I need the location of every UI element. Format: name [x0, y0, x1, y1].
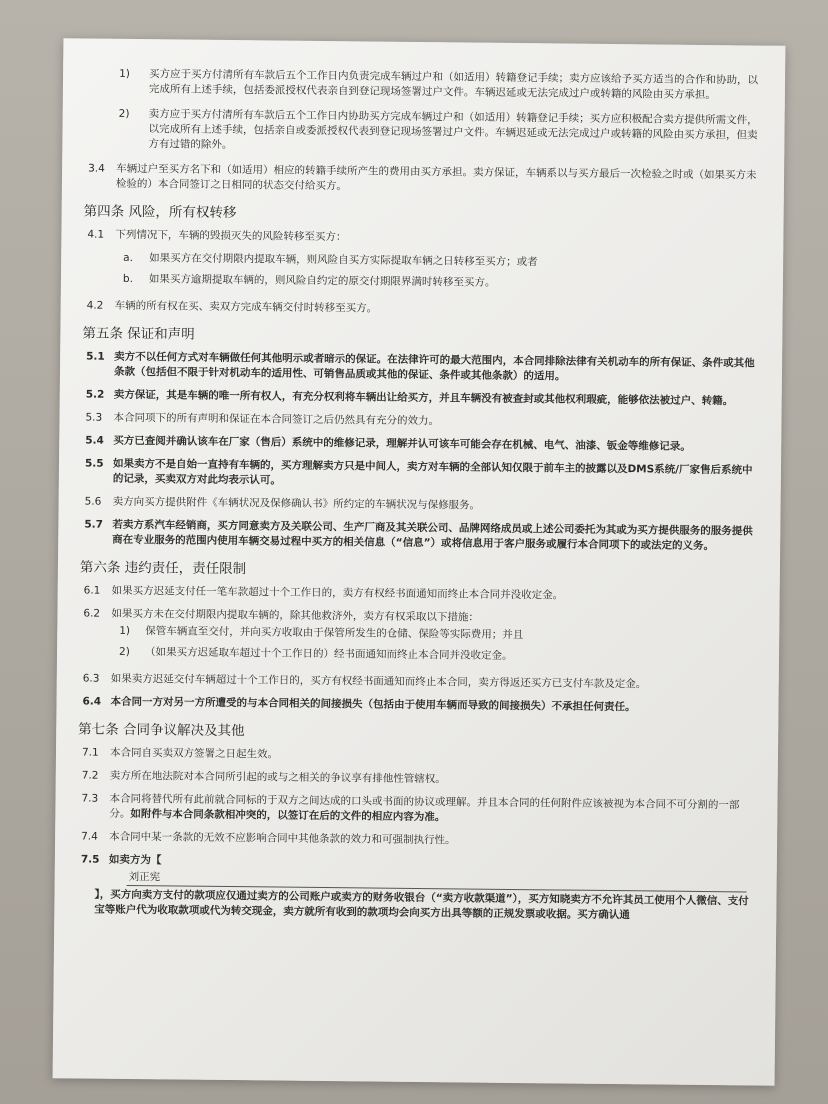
article-6-heading: 第六条 违约责任，责任限制: [79, 559, 247, 578]
clause-number: 7.3: [81, 792, 99, 805]
clause-text: 如果卖方迟延交付车辆超过十个工作日的，买方有权经书面通知而终止本合同，卖方得返还买方已支付车款及定金。: [110, 672, 647, 691]
clause-text: 买方已查阅并确认该车在厂家（售后）系统中的维修记录，理解并认可该车可能会存在机械、电气、油漆、钣金等维修记录。: [113, 434, 691, 453]
clause-number: 5.1: [86, 350, 105, 363]
clause-text: 如卖方为【: [108, 853, 162, 867]
item-text: 如果买方在交付期限内提取车辆，则风险自买方实际提取车辆之日转移至买方；或者: [149, 252, 538, 269]
clause-5-2: [86, 388, 758, 410]
item-number: 2): [118, 645, 130, 658]
item-text: 卖方应于买方付清所有车款后五个工作日内协助买方完成车辆过户和（如适用）转籍登记手续；买方应积极配合卖方提供所需文件，以完成所有上述手续，包括亲自或委派授权代表到登记现场签署过户文件。车辆迟延或无法完成过户或转籍的风险由买方承担，但卖方有过错的除外。: [148, 108, 758, 152]
contract-page: [53, 38, 786, 1086]
clause-text: 如果买方未在交付期限内提取车辆的，除其他救济外，卖方有权采取以下措施：: [111, 607, 479, 624]
clause-4-1: [87, 228, 759, 250]
clause-number: 6.3: [82, 672, 100, 685]
clause-5-3: [85, 411, 757, 433]
clause-7-4: [81, 829, 753, 851]
clause-7-2: [82, 768, 754, 790]
clause-4-1-item-a: [123, 251, 759, 273]
clause-3-3-item-1: [119, 67, 761, 104]
article-7-heading: 第七条 合同争议解决及其他: [78, 721, 245, 740]
item-text: （如果买方迟延取车超过十个工作日的）经书面通知而终止本合同并没收定金。: [144, 646, 513, 662]
clause-number: 5.7: [84, 518, 104, 531]
clause-number: 6.4: [82, 695, 102, 708]
item-text: 买方应于买方付清所有车款后五个工作日内负责完成车辆过户和（如适用）转籍登记手续；卖方应该给予买方适当的合作和协助，以完成所有上述手续，包括委派授权代表亲自到登记现场签署过户文件。车辆迟延或无法完成过户或转籍的风险由买方承担。: [148, 68, 759, 102]
item-number: 1): [119, 67, 130, 80]
clause-number: 6.1: [83, 584, 101, 597]
clause-number: 7.1: [81, 746, 99, 759]
article-5-heading: 第五条 保证和声明: [82, 325, 195, 343]
clause-text: 车辆的所有权在买、卖双方完成车辆交付时转移至买方。: [114, 299, 378, 315]
item-number: 1): [119, 624, 131, 637]
clause-7-5-continuation: 】，买方向卖方支付的款项应仅通过卖方的公司账户或卖方的财务收银台（“卖方收款渠道”），买方知晓卖方不允许其员工使用个人微信、支付宝等账户代为收取款项或代为转交现金，卖方就所有收到的款项均会向买方出具等额的正规发票或收据。买方确认通: [94, 888, 749, 922]
clause-text-part: 本合同将替代所有此前就合同标的于双方之间达成的口头或书面的协议或理解。并且本合同的任何附件应该被视为本合同不可分割的一部分。: [109, 792, 740, 820]
clause-number: 4.2: [86, 299, 104, 312]
clause-5-6: [85, 494, 757, 516]
clause-6-3: [83, 671, 755, 693]
clause-text: 本合同中某一条款的无效不应影响合同中其他条款的效力和可强制执行性。: [109, 830, 456, 847]
clause-5-7: [84, 517, 756, 554]
clause-text-bold-part: 如附件与本合同条款相冲突的，以签订在后的文件的相应内容为准。: [130, 807, 446, 824]
clause-number: 5.5: [84, 457, 104, 470]
clause-number: 5.4: [85, 434, 104, 447]
item-text: 如果买方逾期提取车辆的，则风险自约定的原交付期限界满时转移至买方。: [148, 273, 496, 289]
clause-text: 卖方所在地法院对本合同所引起的或与之相关的争议享有排他性管辖权。: [109, 769, 446, 786]
clause-number: 5.2: [85, 388, 105, 401]
clause-number: 4.1: [87, 228, 105, 241]
article-4-heading: 第四条 风险，所有权转移: [83, 203, 237, 222]
item-number: 2): [118, 107, 130, 120]
clause-text: 如果卖方不是自始一直持有车辆的，买方理解卖方只是中间人，卖方对车辆的全部认知仅限于前车主的披露以及DMS系统/厂家售后系统中的记录，买卖双方对此均表示认可。: [112, 457, 753, 487]
clause-text: 本合同自买卖双方签署之日起生效。: [109, 746, 279, 761]
clause-number: 6.2: [83, 607, 101, 620]
clause-number: 7.4: [81, 830, 98, 843]
item-number: a.: [123, 251, 134, 264]
clause-text: 下列情况下，车辆的毁损灭失的风险转移至买方：: [115, 228, 347, 244]
clause-5-5: [85, 456, 757, 493]
clause-3-3-item-2: [118, 107, 760, 159]
clause-text: 若卖方系汽车经销商，买方同意卖方及关联公司、生产厂商及其关联公司、品牌网络成员或上述公司委托为其或为买方提供服务的服务提供商在专业服务的范围内使用车辆交易过程中买方的相关信息（“信息”）或将信息用于客户服务或履行本合同项下的或法定的义务。: [112, 518, 753, 553]
clause-number: 5.3: [85, 411, 103, 424]
clause-number: 7.2: [81, 769, 99, 782]
clause-text: [109, 792, 753, 829]
clause-6-2-item-2: [119, 645, 755, 667]
clause-6-1: [84, 583, 756, 605]
clause-text: 本合同一方对另一方所遭受的与本合同相关的间接损失（包括由于使用车辆而导致的间接损失）不承担任何责任。: [110, 695, 636, 714]
clause-text: 卖方保证，其是车辆的唯一所有权人，有充分权利将车辆出让给买方，并且车辆没有被查封或其他权利瑕疵，能够依法被过户、转籍。: [113, 388, 734, 408]
clause-7-3: [81, 791, 753, 828]
clause-text: 车辆过户至买方名下和（如适用）相应的转籍手续所产生的费用由买方承担。卖方保证，车辆系以与买方最后一次检验之时或（如果买方未检验的）本合同签订之日相同的状态交付给买方。: [115, 162, 757, 193]
contract-text: [80, 67, 761, 925]
seller-name-handwritten: 刘正宪: [128, 870, 161, 884]
clause-4-1-item-b: [123, 272, 759, 294]
clause-text: 卖方向买方提供附件《车辆状况及保修确认书》所约定的车辆状况与保修服务。: [112, 495, 481, 512]
clause-number: 5.6: [84, 495, 102, 508]
clause-number: 7.5: [80, 853, 100, 866]
clause-6-4: [82, 694, 754, 716]
clause-text: 卖方不以任何方式对车辆做任何其他明示或者暗示的保证。在法律许可的最大范围内，本合同排除法律有关机动车的所有保证、条件或其他条款（包括但不限于针对机动车的适用性、可销售品质或其他的保证、条件或其他条款）的适用。: [113, 350, 755, 383]
clause-5-1: [86, 350, 758, 387]
clause-3-4: [88, 162, 760, 199]
clause-text: 本合同项下的所有声明和保证在本合同签订之后仍然具有充分的效力。: [113, 411, 440, 428]
clause-text: 如果买方迟延支付任一笔车款超过十个工作日的，卖方有权经书面通知而终止本合同并没收定金。: [111, 584, 564, 602]
item-text: 保管车辆直至交付，并向买方收取由于保管所发生的仓储、保险等实际费用；并且: [145, 625, 524, 642]
clause-5-4: [85, 433, 757, 455]
clause-number: 3.4: [88, 162, 105, 175]
clause-4-2: [87, 299, 759, 321]
item-number: b.: [122, 272, 134, 285]
clause-7-1: [82, 745, 754, 767]
